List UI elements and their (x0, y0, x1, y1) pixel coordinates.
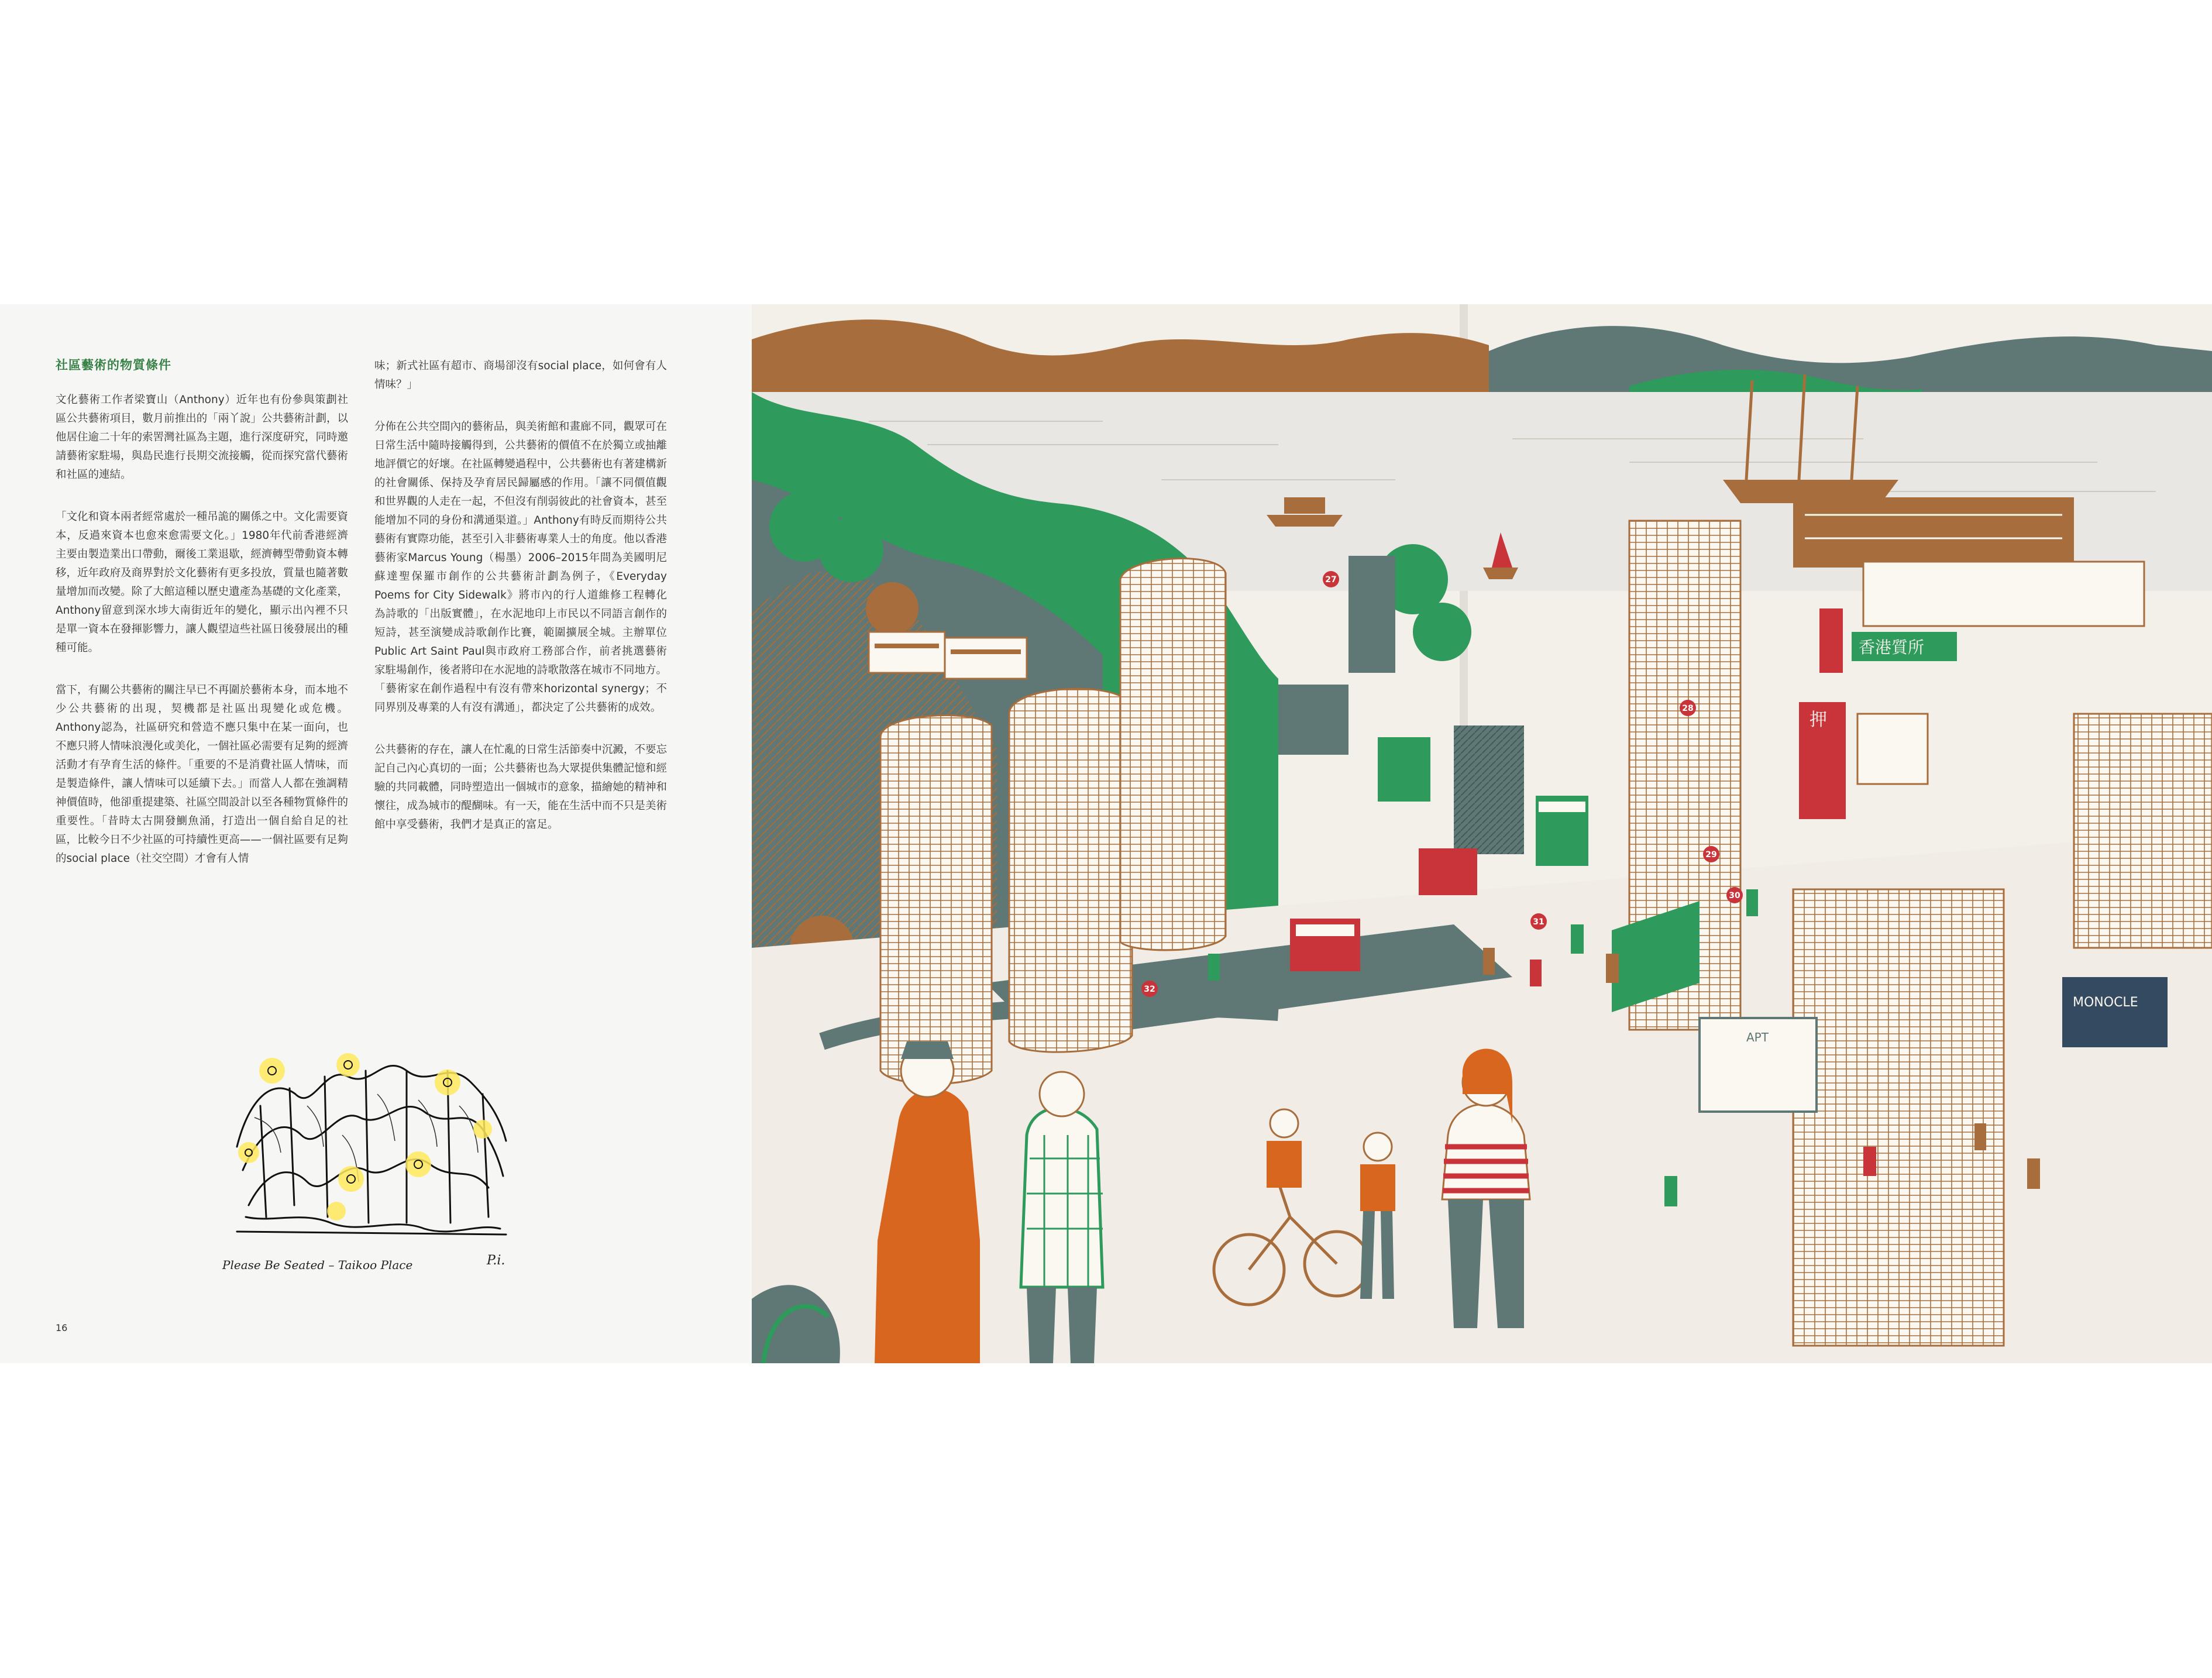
paragraph: 「文化和資本兩者經常處於一種吊詭的關係之中。文化需要資本，反過來資本也愈來愈需要文化。」1980年代前香港經濟主要由製造業出口帶動，爾後工業退歇，經濟轉型帶動資本轉移，近年政府及商界對於文化藝術有更多投放，質量也隨著數量增加而改變。除了大館這種以歷史遺產為基礎的文化產業，Anthony留意到深水埗大南街近年的變化，顯示出內裡不只是單一資本在發揮影響力，讓人觀望這些社區日後發展出的種種可能。 (56, 511, 348, 654)
left-text-column (56, 391, 348, 892)
monocle-sign-text: MONOCLE (2073, 995, 2138, 1010)
marker-label: 29 (1705, 850, 1717, 859)
section-heading: 社區藝術的物質條件 (56, 358, 171, 372)
paragraph: 當下，有關公共藝術的關注早已不再圍於藝術本身，而本地不少公共藝術的出現，契機都是社區出現變化或危機。Anthony認為，社區研究和營造不應只集中在某一面向，也不應只將人情味浪漫化或美化，一個社區必需要有足夠的經濟活動才有孕育生活的條件。「重要的不是消費社區人情味，而是製造條件，讓人情味可以延續下去。」而當人人都在強調精神價值時，他卻重提建築、社區空間設計以至各種物質條件的重要性。「昔時太古開發鰂魚涌，打造出一個自給自足的社區，比較今日不少社區的可持續性更高——一個社區要有足夠的social place（社交空間）才會有人情 (56, 684, 348, 865)
pawn-sign-text: 押 (1809, 710, 1827, 730)
seating-sketch (225, 1030, 529, 1264)
marker-label: 31 (1533, 917, 1544, 927)
sketch-caption: Please Be Seated – Taikoo Place (222, 1258, 413, 1272)
magazine-spread (0, 304, 2212, 1363)
right-text-column (374, 357, 667, 858)
marker-label: 32 (1144, 985, 1155, 994)
marker-label: 27 (1325, 575, 1337, 584)
paragraph: 味；新式社區有超市、商場卻沒有social place，如何會有人情味？」 (374, 360, 667, 391)
apt-sign-text: APT (1746, 1030, 1769, 1044)
marker-label: 30 (1729, 891, 1740, 900)
page-number: 16 (56, 1322, 68, 1333)
city-illustration (752, 304, 2212, 1363)
artist-signature: P.i. (487, 1253, 505, 1268)
left-page (0, 304, 749, 1363)
paragraph: 公共藝術的存在，讓人在忙亂的日常生活節奏中沉澱，不要忘記自己內心真切的一面；公共藝術也為大眾提供集體記憶和經驗的共同載體，同時塑造出一個城市的意象，描繪她的精神和懷往，成為城市的醍醐味。有一天，能在生活中而不只是美術館中享受藝術，我們才是真正的富足。 (374, 744, 667, 831)
paragraph: 文化藝術工作者梁寶山（Anthony）近年也有份參與策劃社區公共藝術項目，數月前推出的「兩丫說」公共藝術計劃，以他居住逾二十年的索罟灣社區為主題，進行深度研究，同時邀請藝術家駐場，與島民進行長期交流接觸，從而探究當代藝術和社區的連結。 (56, 394, 348, 481)
marker-label: 28 (1682, 704, 1694, 713)
shop-sign-text: 香港質所 (1859, 638, 1925, 657)
paragraph: 分佈在公共空間內的藝術品，與美術館和畫廊不同，觀眾可在日常生活中隨時接觸得到，公共藝術的價值不在於獨立或抽離地評價它的好壞。在社區轉變過程中，公共藝術也有著建構新的社會關係、保持及孕育居民歸屬感的作用。「讓不同價值觀和世界觀的人走在一起，不但沒有削弱彼此的社會資本，甚至能增加不同的身份和溝通渠道。」Anthony有時反而期待公共藝術有實際功能，甚至引入非藝術專業人士的角度。他以香港藝術家Marcus Young（楊墨）2006–2015年間為美國明尼蘇達聖保羅市創作的公共藝術計劃為例子，《Everyday Poems for City Sidewalk》將市內的行人道維修工程轉化為詩歌的「出版實體」，在水泥地印上市民以不同語言創作的短詩，甚至演變成詩歌創作比賽，範圍擴展全城。主辦單位Public Art Saint Paul與市政府工務部合作，前者挑選藝術家駐場創作，後者將印在水泥地的詩歌散落在城市不同地方。「藝術家在創作過程中有沒有帶來horizontal synergy；不同界別及專業的人有沒有溝通」，都決定了公共藝術的成效。 (374, 421, 667, 714)
